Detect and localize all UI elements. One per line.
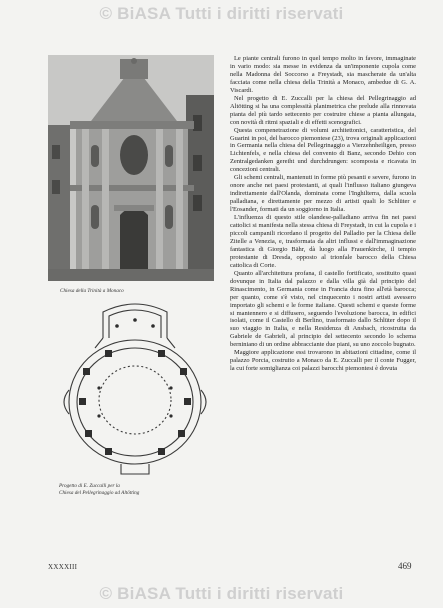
- plan-caption-line-2: Chiesa del Pellegrinaggio ad Altötting: [59, 490, 140, 496]
- paragraph: Questa compenetrazione di volumi architettonici, caratteristica, del Guarini in poi, del barocco piemontese (23), trova originali applicazioni in Germania nella chiesa del Pellegrinaggio a Vierzehnheiligen, presso Lichtenfels, e nella chiesa del convento di Banz, secondo Dehio con Zentralgedanken gereiht und durchdrungen: scomposta e ricavata in concezioni centrali.: [230, 126, 416, 174]
- photo-caption: Chiesa della Trinità a Monaco: [60, 288, 124, 294]
- plan-caption-line-1: Progetto di E. Zuccalli per la: [59, 483, 120, 489]
- paragraph: Maggiore applicazione essi trovarono in abitazioni cittadine, come il palazzo Porcia, costruito a Monaco da E. Zuccalli per il conte Fugger, la cui forte somiglianza coi palazzi barocchi piemontesi è dovuta: [230, 349, 416, 373]
- paragraph: L'influenza di questo stile olandese-palladiano arriva fin nei paesi cattolici si manifesta nella stessa chiesa di Freystadt, in cui la cupola e i piccoli campanili ricordano il progetto del Palladio per la Chiesa delle Zitelle a Venezia, e, trasformata da altri influssi e dall'immaginazione fantastica di Giorgio Bähr, dà luogo alla Frauenkirche, il tempio protestante di Dresda, opposto al trionfale barocco della Chiesa cattolica di Corte.: [230, 214, 416, 269]
- paragraph: Gli schemi centrali, mantenuti in forme più pesanti e severe, furono in onore anche nei paesi protestanti, ai quali l'influsso italiano giungeva indirettamente dall'Olanda, dominata come l'Inghilterra, dalla scuola palladiana, e direttamente per mezzo di artisti quali lo Schlüter e l'Eosander, formati da un soggiorno in Italia.: [230, 174, 416, 214]
- page-footer-volume: XXXXIII: [48, 563, 78, 571]
- page-number: 469: [398, 561, 412, 571]
- church-photo: [48, 55, 214, 281]
- article-text: [230, 55, 416, 373]
- floor-plan-drawing: [55, 298, 215, 478]
- paragraph: Nel progetto di E. Zuccalli per la chiesa del Pellegrinaggio ad Altötting si ha una complessità planimetrica che prelude alla rinnovata pianta del più tardo settecento per costruire chiese a pianta allungata, con novità di ritmi spaziali e di effetti scenografici.: [230, 94, 416, 126]
- watermark-bottom: © BiASA Tutti i diritti riservati: [99, 584, 344, 603]
- paragraph: Le piante centrali furono in quel tempo molto in favore, immaginate in vario modo: sia messe in evidenza da un'imponente cupola come nella Madonna del Soccorso a Freystadt, sia mascherate da un'alta facciata come nella chiesa della Trinità a Monaco, ambedue di G. A. Viscardi.: [230, 55, 416, 94]
- plan-caption: [59, 483, 139, 497]
- watermark-top: © BiASA Tutti i diritti riservati: [99, 4, 344, 23]
- paragraph: Quanto all'architettura profana, il castello fortificato, sostituito quasi dovunque in Italia dal palazzo e dalla villa già dal principio del Rinascimento, in Germania come in Francia dura fino all'età barocca; per quanto, come s'è visto, nel cinquecento i nostri artisti avessero importato gli schemi e le forme italiane. Questi schemi e queste forme si mantennero e si diffusero, seguendo l'evoluzione barocca, in edifici isolati, come il Castello di Berlino, trasformato dallo Schlüter dopo il suo viaggio in Italia, e nella Residenza di Ansbach, ricostruita da Gabriele de Gabrieli, al principio del settecento secondo lo schema berniniano di un ordine abbracciante due piani, su uno zoccolo bugnato.: [230, 269, 416, 349]
